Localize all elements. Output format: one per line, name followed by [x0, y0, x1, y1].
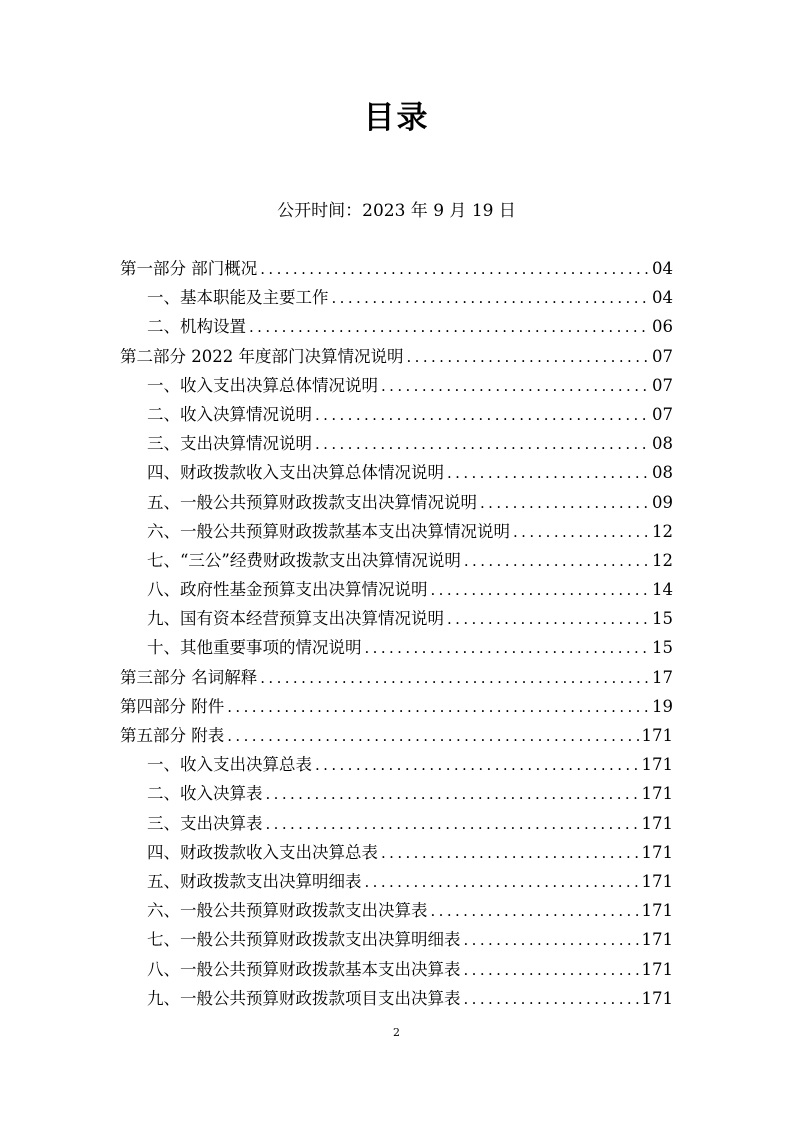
toc-subsection-entry[interactable]: [120, 984, 673, 1013]
toc-entry-page: 07: [652, 346, 673, 366]
toc-section-entry[interactable]: [120, 692, 673, 721]
toc-entry-page: 171: [641, 784, 673, 804]
toc-entry-label: 九、一般公共预算财政拨款项目支出决算表: [147, 988, 461, 1008]
toc-entry-label: 九、国有资本经营预算支出决算情况说明: [147, 609, 444, 629]
toc-subsection-entry[interactable]: [120, 517, 673, 546]
toc-subsection-entry[interactable]: [120, 312, 673, 341]
toc-entry-label: 第一部分 部门概况: [120, 259, 258, 278]
toc-entry-page: 19: [652, 696, 673, 716]
toc-dot-leader: [365, 634, 650, 663]
toc-subsection-entry[interactable]: [120, 488, 673, 517]
toc-subsection-entry[interactable]: [120, 546, 673, 575]
toc-dot-leader: [266, 780, 639, 809]
toc-entry-page: 12: [652, 521, 673, 541]
toc-dot-leader: [266, 810, 639, 839]
toc-entry-label: 一、基本职能及主要工作: [147, 288, 329, 308]
toc-subsection-entry[interactable]: [120, 809, 673, 838]
toc-section-entry[interactable]: [120, 663, 673, 692]
toc-subsection-entry[interactable]: [120, 838, 673, 867]
toc-entry-page: 171: [641, 755, 673, 775]
toc-entry-label: 二、收入决算表: [147, 784, 263, 804]
toc-dot-leader: [431, 576, 650, 605]
toc-subsection-entry[interactable]: [120, 458, 673, 487]
toc-entry-label: 十、其他重要事项的情况说明: [147, 638, 362, 658]
toc-entry-page: 04: [652, 288, 673, 308]
toc-subsection-entry[interactable]: [120, 371, 673, 400]
toc-dot-leader: [365, 868, 639, 897]
toc-entry-page: 06: [652, 317, 673, 337]
toc-dot-leader: [381, 372, 649, 401]
toc-subsection-entry[interactable]: [120, 750, 673, 779]
toc-entry-label: 七、一般公共预算财政拨款支出决算明细表: [147, 930, 461, 950]
toc-entry-page: 17: [652, 667, 673, 687]
toc-entry-label: 二、机构设置: [147, 317, 246, 337]
publish-date: 公开时间：2023 年 9 月 19 日: [277, 201, 516, 221]
toc-dot-leader: [464, 547, 649, 576]
toc-entry-label: 七、“三公”经费财政拨款支出决算情况说明: [147, 550, 461, 570]
toc-dot-leader: [464, 985, 639, 1014]
toc-subsection-entry[interactable]: [120, 867, 673, 896]
toc-dot-leader: [249, 313, 649, 342]
toc-dot-leader: [260, 255, 649, 284]
toc-subsection-entry[interactable]: [120, 955, 673, 984]
toc-entry-label: 六、一般公共预算财政拨款基本支出决算情况说明: [147, 521, 510, 541]
toc-entry-page: 171: [641, 959, 673, 979]
toc-subsection-entry[interactable]: [120, 400, 673, 429]
toc-section-entry[interactable]: [120, 342, 673, 371]
toc-dot-leader: [464, 956, 639, 985]
toc-entry-label: 四、财政拨款收入支出决算总体情况说明: [147, 463, 444, 483]
toc-dot-leader: [227, 722, 638, 751]
toc-subsection-entry[interactable]: [120, 633, 673, 662]
toc-entry-page: 14: [652, 580, 673, 600]
toc-dot-leader: [315, 751, 639, 780]
toc-dot-leader: [227, 693, 649, 722]
toc-entry-label: 三、支出决算情况说明: [147, 434, 312, 454]
toc-section-entry[interactable]: [120, 721, 673, 750]
toc-entry-page: 15: [652, 609, 673, 629]
toc-entry-label: 一、收入支出决算总表: [147, 755, 312, 775]
toc-subsection-entry[interactable]: [120, 575, 673, 604]
toc-entry-label: 第二部分 2022 年度部门决算情况说明: [120, 346, 404, 366]
toc-entry-label: 四、财政拨款收入支出决算总表: [147, 842, 378, 862]
toc-entry-label: 八、政府性基金预算支出决算情况说明: [147, 580, 428, 600]
page-number: 2: [393, 1026, 400, 1039]
toc-entry-page: 08: [652, 463, 673, 483]
toc-dot-leader: [260, 664, 649, 693]
toc-entry-label: 八、一般公共预算财政拨款基本支出决算表: [147, 959, 461, 979]
toc-dot-leader: [381, 839, 639, 868]
toc-entry-page: 07: [652, 404, 673, 424]
toc-entry-page: 171: [641, 988, 673, 1008]
toc-dot-leader: [406, 343, 649, 372]
toc-entry-page: 15: [652, 638, 673, 658]
toc-entry-page: 171: [641, 842, 673, 862]
toc-entry-label: 一、收入支出决算总体情况说明: [147, 375, 378, 395]
table-of-contents: [120, 254, 673, 1013]
toc-dot-leader: [332, 284, 650, 313]
toc-entry-label: 第三部分 名词解释: [120, 667, 258, 687]
toc-entry-page: 09: [652, 492, 673, 512]
toc-entry-label: 第五部分 附表: [120, 726, 225, 745]
toc-entry-page: 171: [641, 930, 673, 950]
toc-entry-label: 二、收入决算情况说明: [147, 404, 312, 424]
toc-entry-page: 171: [641, 726, 673, 745]
toc-entry-page: 04: [652, 259, 673, 278]
toc-subsection-entry[interactable]: [120, 429, 673, 458]
toc-entry-page: 171: [641, 901, 673, 921]
page-title: 目录: [363, 100, 430, 136]
toc-entry-label: 五、一般公共预算财政拨款支出决算情况说明: [147, 492, 477, 512]
toc-section-entry[interactable]: [120, 254, 673, 283]
toc-dot-leader: [315, 401, 649, 430]
toc-dot-leader: [315, 430, 649, 459]
toc-dot-leader: [431, 897, 639, 926]
toc-subsection-entry[interactable]: [120, 896, 673, 925]
toc-subsection-entry[interactable]: [120, 925, 673, 954]
toc-entry-page: 12: [652, 550, 673, 570]
toc-entry-label: 六、一般公共预算财政拨款支出决算表: [147, 901, 428, 921]
toc-subsection-entry[interactable]: [120, 283, 673, 312]
toc-entry-page: 171: [641, 813, 673, 833]
toc-subsection-entry[interactable]: [120, 779, 673, 808]
toc-entry-label: 三、支出决算表: [147, 813, 263, 833]
toc-entry-page: 08: [652, 434, 673, 454]
toc-dot-leader: [447, 605, 649, 634]
toc-dot-leader: [480, 489, 649, 518]
toc-entry-label: 第四部分 附件: [120, 696, 225, 716]
toc-dot-leader: [464, 926, 639, 955]
toc-dot-leader: [447, 459, 649, 488]
toc-entry-page: 171: [641, 871, 673, 891]
toc-entry-label: 五、财政拨款支出决算明细表: [147, 871, 362, 891]
toc-entry-page: 07: [652, 375, 673, 395]
toc-subsection-entry[interactable]: [120, 604, 673, 633]
toc-dot-leader: [513, 518, 649, 547]
